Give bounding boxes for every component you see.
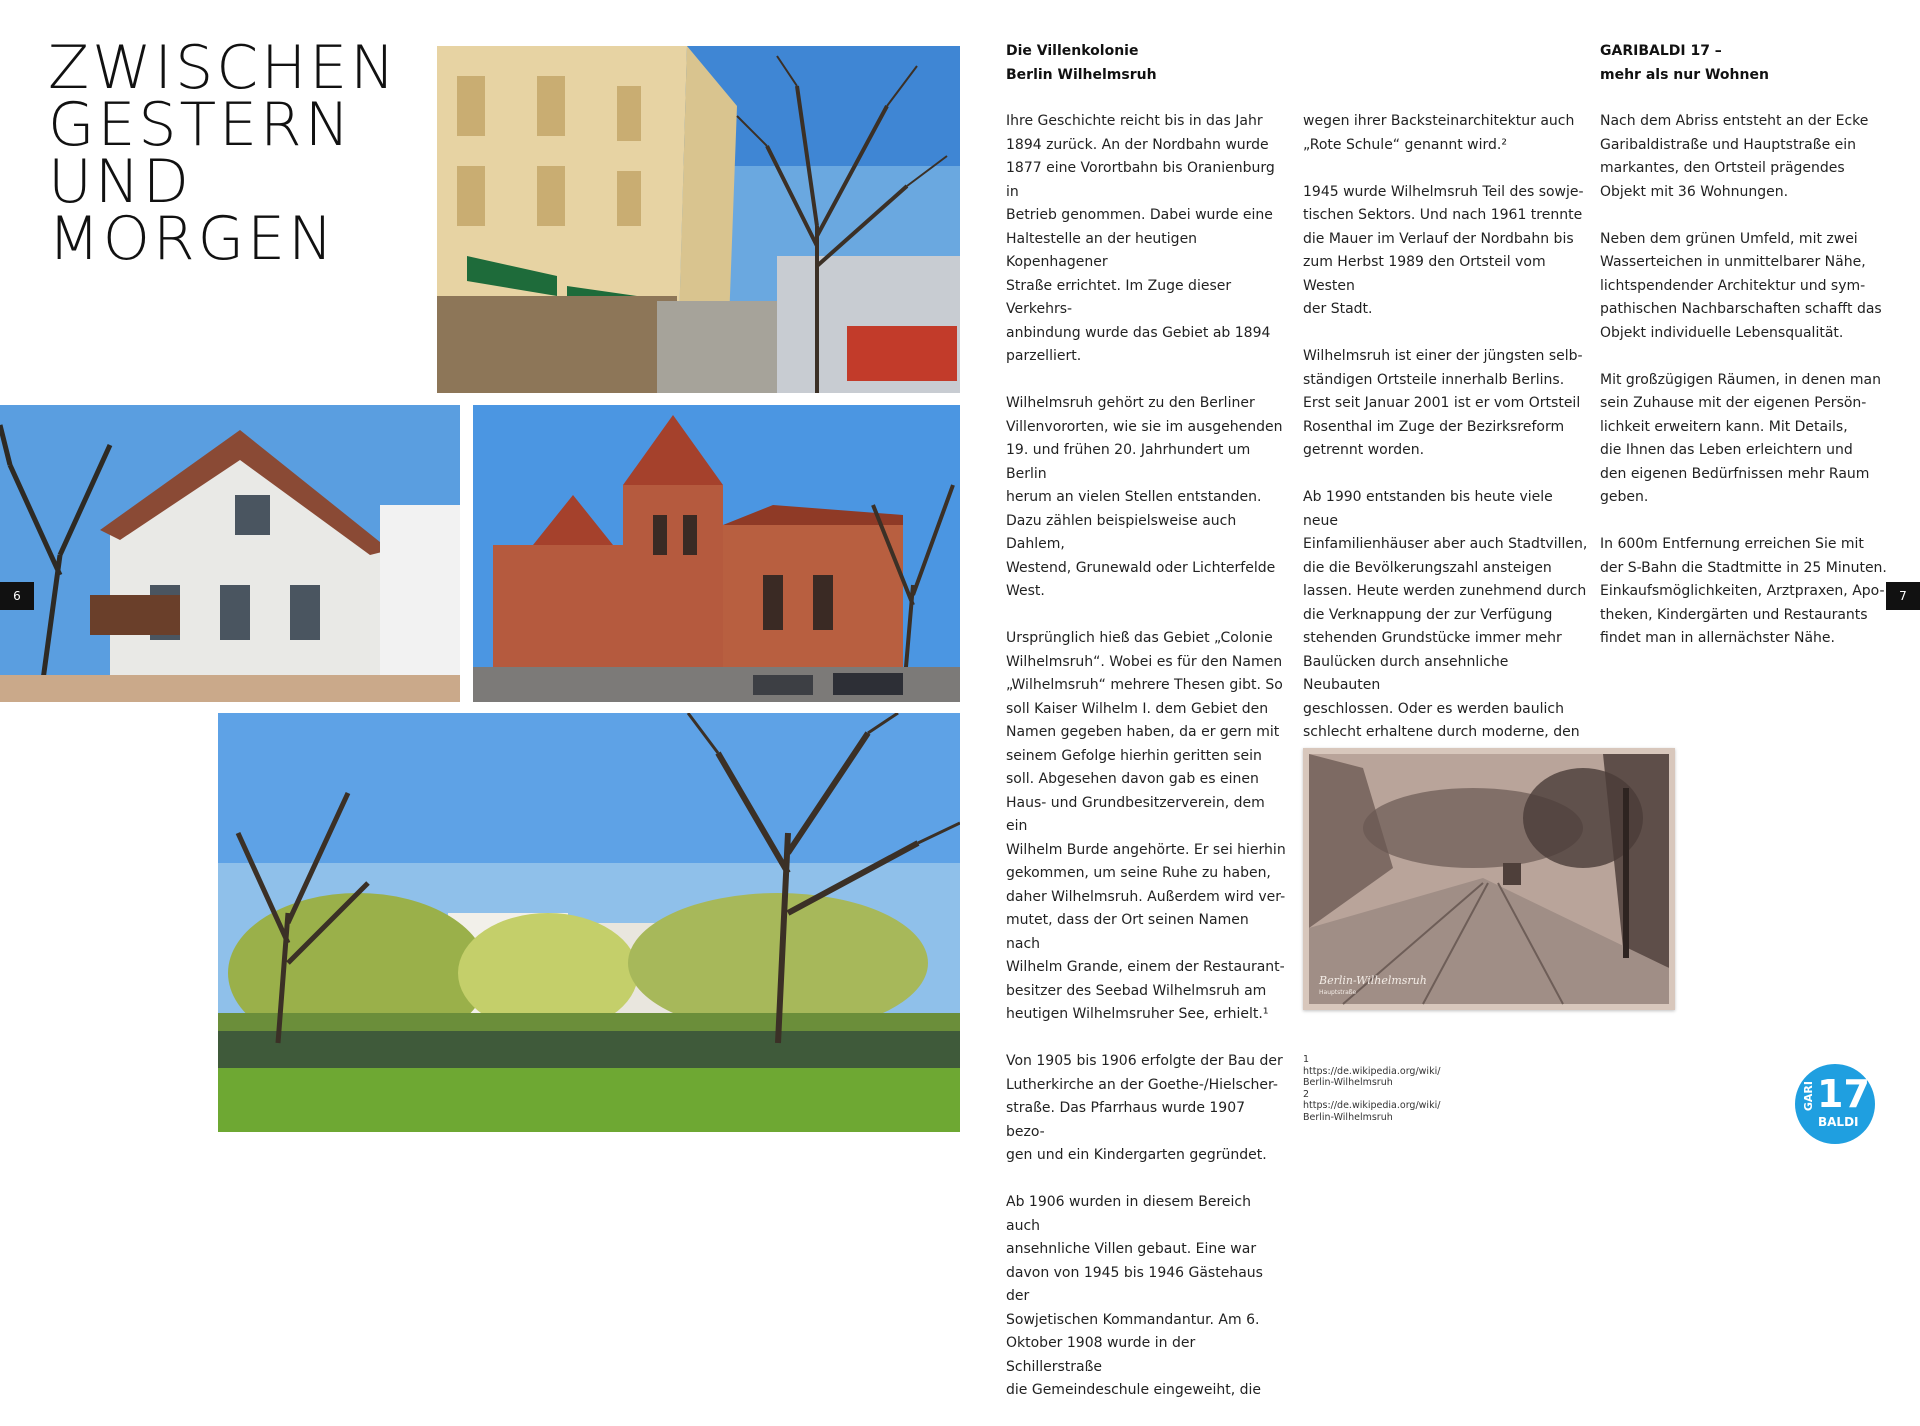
text-line: Wilhelm Burde angehörte. Er sei hierhin [1006, 841, 1286, 858]
text-line: die Mauer im Verlauf der Nordbahn bis [1303, 230, 1574, 247]
text-column-1 [1006, 110, 1286, 1426]
text-column-2 [1303, 110, 1588, 815]
text-line: ständigen Ortsteile innerhalb Berlins. [1303, 371, 1565, 388]
paragraph [1006, 627, 1286, 1027]
text-line: soll Kaiser Wilhelm I. dem Gebiet den [1006, 700, 1269, 717]
street-photo [437, 46, 960, 393]
text-line: die Verknappung der zur Verfügung [1303, 606, 1553, 623]
paragraph [1600, 228, 1890, 346]
section-heading [1600, 40, 1769, 87]
footnote-link[interactable]: Berlin-Wilhelmsruh [1303, 1077, 1393, 1088]
text-line: wegen ihrer Backsteinarchitektur auch [1303, 113, 1575, 129]
text-line: Mit großzügigen Räumen, in denen man [1600, 371, 1881, 388]
footnote-link[interactable]: https://de.wikipedia.org/wiki/ [1303, 1100, 1441, 1111]
text-line: daher Wilhelmsruh. Außerdem wird ver- [1006, 888, 1286, 905]
text-line: Wilhelmsruh gehört zu den Berliner [1006, 395, 1255, 411]
heading-line: GARIBALDI 17 – [1600, 43, 1722, 59]
text-line: Von 1905 bis 1906 erfolgte der Bau der [1006, 1053, 1283, 1069]
text-line: 1945 wurde Wilhelmsruh Teil des sowje- [1303, 183, 1584, 200]
text-line: ansehnliche Villen gebaut. Eine war [1006, 1241, 1257, 1257]
text-line: Nach dem Abriss entsteht an der Ecke [1600, 113, 1869, 129]
text-line: besitzer des Seebad Wilhelmsruh am [1006, 982, 1267, 999]
text-line: theken, Kindergärten und Restaurants [1600, 606, 1868, 623]
text-line: der S-Bahn die Stadtmitte in 25 Minuten. [1600, 559, 1887, 576]
text-line: Ab 1990 entstanden bis heute viele neue [1303, 489, 1553, 529]
logo-text-right: BALDI [1818, 1115, 1859, 1129]
text-line: Lutherkirche an der Goethe-/Hielscher- [1006, 1076, 1278, 1093]
paragraph [1303, 486, 1588, 792]
text-line: Rosenthal im Zuge der Bezirksreform [1303, 418, 1565, 435]
paragraph [1600, 369, 1890, 510]
text-line: Villenvororten, wie sie im ausgehenden [1006, 418, 1283, 435]
logo-number: 17 [1817, 1072, 1870, 1116]
footnotes [1303, 1054, 1483, 1123]
paragraph [1006, 392, 1286, 604]
footnote-link[interactable]: Berlin-Wilhelmsruh [1303, 1111, 1393, 1123]
text-line: zum Herbst 1989 den Ortsteil vom Westen [1303, 254, 1546, 294]
footnote-number: 1 [1303, 1054, 1310, 1065]
text-line: seinem Gefolge hierhin geritten sein [1006, 747, 1262, 764]
text-line: pathischen Nachbarschaften schafft das [1600, 301, 1882, 317]
text-line: sein Zuhause mit der eigenen Persön- [1600, 395, 1867, 411]
text-line: Betrieb genommen. Dabei wurde eine [1006, 207, 1273, 223]
photo-caption: Berlin-Wilhelmsruh [1319, 974, 1427, 987]
text-line: Wasserteichen in unmittelbarer Nähe, [1600, 254, 1866, 270]
text-line: die Ihnen das Leben erleichtern und [1600, 442, 1853, 458]
text-line: den eigenen Bedürfnissen mehr Raum [1600, 465, 1870, 482]
text-line: anbindung wurde das Gebiet ab 1894 [1006, 324, 1271, 341]
text-line: getrennt worden. [1303, 442, 1425, 458]
paragraph [1303, 345, 1588, 463]
text-line: 1894 zurück. An der Nordbahn wurde [1006, 136, 1269, 153]
page-number-left: 6 [0, 582, 34, 610]
text-line: straße. Das Pfarrhaus wurde 1907 bezo- [1006, 1100, 1246, 1140]
text-line: Namen gegeben haben, da er gern mit [1006, 724, 1280, 740]
text-line: findet man in allernächster Nähe. [1600, 630, 1835, 646]
text-line: soll. Abgesehen davon gab es einen [1006, 771, 1259, 787]
paragraph [1600, 533, 1890, 651]
text-line: lassen. Heute werden zunehmend durch [1303, 583, 1587, 599]
text-line: Wilhelmsruh ist einer der jüngsten selb- [1303, 348, 1583, 364]
text-line: gen und ein Kindergarten gegründet. [1006, 1147, 1267, 1163]
text-line: Ursprünglich hieß das Gebiet „Colonie [1006, 630, 1273, 646]
heading-line: Die Villenkolonie [1006, 43, 1139, 59]
church-photo [473, 405, 960, 702]
page-title [48, 33, 399, 274]
paragraph [1303, 181, 1588, 322]
title-line: ZWISCHEN [48, 33, 399, 103]
text-line: tischen Sektors. Und nach 1961 trennte [1303, 207, 1583, 223]
text-line: 1877 eine Vorortbahn bis Oranienburg in [1006, 160, 1275, 200]
text-line: Objekt individuelle Lebensqualität. [1600, 324, 1844, 341]
text-line: Ab 1906 wurden in diesem Bereich auch [1006, 1194, 1251, 1234]
heading-line: Berlin Wilhelmsruh [1006, 66, 1157, 83]
text-line: Sowjetischen Kommandantur. Am 6. [1006, 1311, 1260, 1328]
footnote-link[interactable]: https://de.wikipedia.org/wiki/ [1303, 1065, 1441, 1077]
text-line: Einfamilienhäuser aber auch Stadtvillen, [1303, 536, 1588, 552]
text-line: herum an vielen Stellen entstanden. [1006, 489, 1262, 505]
text-line: Ihre Geschichte reicht bis in das Jahr [1006, 113, 1263, 129]
paragraph [1006, 1050, 1286, 1168]
text-line: stehenden Grundstücke immer mehr [1303, 630, 1562, 646]
text-line: Wilhelmsruh“. Wobei es für den Namen [1006, 653, 1283, 670]
text-line: geben. [1600, 489, 1649, 505]
text-line: Oktober 1908 wurde in der Schillerstraße [1006, 1335, 1196, 1375]
title-line: GESTERN [48, 90, 353, 160]
text-line: Westend, Grunewald oder Lichterfelde [1006, 559, 1276, 576]
text-line: davon von 1945 bis 1946 Gästehaus der [1006, 1264, 1263, 1304]
text-line: Einkaufsmöglichkeiten, Arztpraxen, Apo- [1600, 583, 1885, 599]
text-line: Objekt mit 36 Wohnungen. [1600, 183, 1789, 200]
text-line: schlecht erhaltene durch moderne, den [1303, 724, 1580, 740]
paragraph [1006, 110, 1286, 369]
text-line: Haus- und Grundbesitzerverein, dem ein [1006, 794, 1265, 834]
text-line: die die Bevölkerungszahl ansteigen [1303, 559, 1552, 576]
text-line: die Gemeindeschule eingeweiht, die [1006, 1382, 1261, 1398]
park-pond-photo [218, 713, 960, 1132]
text-line: „Rote Schule“ genannt wird.² [1303, 136, 1507, 153]
heading-line: mehr als nur Wohnen [1600, 66, 1769, 83]
title-line: MORGEN [48, 204, 336, 274]
text-line: Neben dem grünen Umfeld, mit zwei [1600, 230, 1858, 247]
paragraph [1006, 1191, 1286, 1403]
text-line: Dazu zählen beispielsweise auch Dahlem, [1006, 512, 1237, 552]
text-line: West. [1006, 583, 1045, 599]
footnote-number: 2 [1303, 1088, 1310, 1100]
text-line: lichkeit erweitern kann. Mit Details, [1600, 418, 1848, 435]
text-line: Garibaldistraße und Hauptstraße ein [1600, 136, 1857, 153]
text-column-3 [1600, 110, 1890, 674]
text-line: Baulücken durch ansehnliche Neubauten [1303, 653, 1509, 693]
text-line: markantes, den Ortsteil prägendes [1600, 160, 1845, 176]
paragraph [1600, 110, 1890, 204]
text-line: Straße errichtet. Im Zuge dieser Verkehrs- [1006, 277, 1232, 317]
text-line: „Wilhelmsruh“ mehrere Thesen gibt. So [1006, 677, 1283, 693]
text-line: der Stadt. [1303, 301, 1373, 317]
text-line: geschlossen. Oder es werden baulich [1303, 700, 1564, 717]
text-line: Erst seit Januar 2001 ist er vom Ortsteil [1303, 395, 1581, 411]
title-line: UND [48, 147, 192, 217]
text-line: heutigen Wilhelmsruher See, erhielt.¹ [1006, 1006, 1269, 1022]
garibaldi-logo [1795, 1064, 1875, 1144]
text-line: parzelliert. [1006, 348, 1082, 364]
page-number-right: 7 [1886, 582, 1920, 610]
text-line: Haltestelle an der heutigen Kopenhagener [1006, 230, 1198, 270]
text-line: lichtspendender Architektur und sym- [1600, 277, 1866, 294]
text-line: Wilhelm Grande, einem der Restaurant- [1006, 959, 1285, 975]
villa-photo [0, 405, 460, 702]
historic-street-photo [1303, 748, 1675, 1010]
text-line: 19. und frühen 20. Jahrhundert um Berlin [1006, 442, 1251, 482]
paragraph [1303, 110, 1588, 157]
logo-text-left: GARI [1802, 1081, 1815, 1112]
section-heading [1006, 40, 1157, 87]
text-line: mutet, dass der Ort seinen Namen nach [1006, 912, 1249, 952]
text-line: gekommen, um seine Ruhe zu haben, [1006, 865, 1271, 881]
photo-subcaption: Hauptstraße [1319, 989, 1357, 996]
text-line: In 600m Entfernung erreichen Sie mit [1600, 536, 1864, 552]
